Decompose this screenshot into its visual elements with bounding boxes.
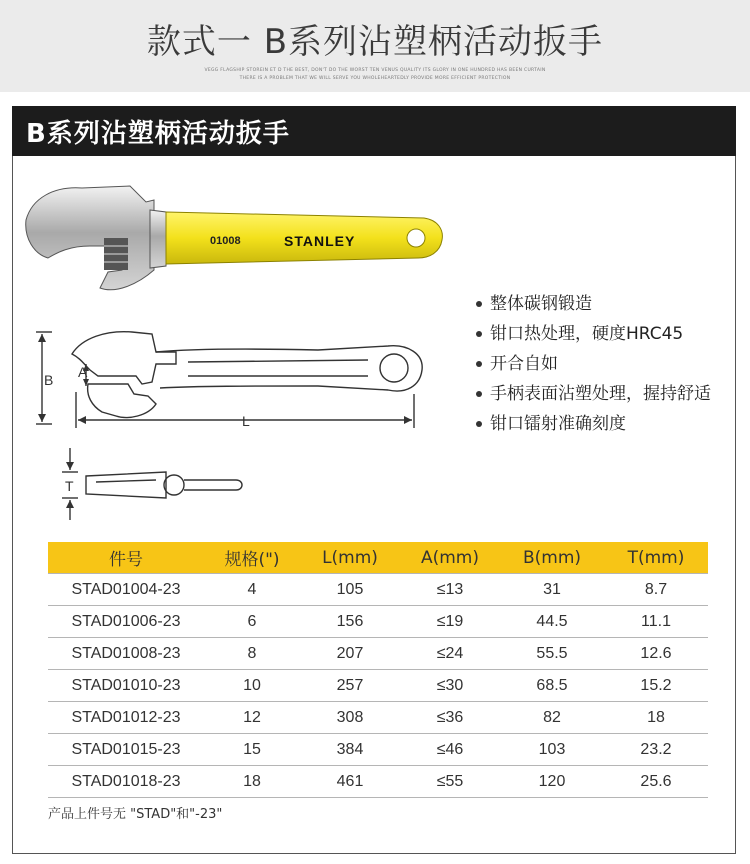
table-cell: 15: [204, 734, 300, 766]
table-cell: STAD01008-23: [48, 638, 204, 670]
feature-list: [476, 289, 711, 439]
bullet-icon: [476, 331, 482, 337]
table-cell: ≤36: [400, 702, 500, 734]
table-cell: 8: [204, 638, 300, 670]
table-row: [48, 574, 708, 606]
table-cell: ≤13: [400, 574, 500, 606]
table-cell: ≤19: [400, 606, 500, 638]
footnote: 产品上件号无 "STAD"和"-23": [48, 807, 223, 822]
section-title: B系列沾塑柄活动扳手: [26, 119, 290, 149]
table-cell: 31: [500, 574, 604, 606]
table-cell: 384: [300, 734, 400, 766]
table-cell: 23.2: [604, 734, 708, 766]
table-cell: 15.2: [604, 670, 708, 702]
table-row: [48, 606, 708, 638]
table-cell: 105: [300, 574, 400, 606]
table-cell: 207: [300, 638, 400, 670]
table-cell: ≤24: [400, 638, 500, 670]
table-cell: 6: [204, 606, 300, 638]
table-cell: ≤30: [400, 670, 500, 702]
table-cell: 12.6: [604, 638, 708, 670]
table-cell: STAD01006-23: [48, 606, 204, 638]
table-cell: 308: [300, 702, 400, 734]
feature-item: 手柄表面沾塑处理，握持舒适: [476, 379, 711, 409]
table-cell: ≤46: [400, 734, 500, 766]
table-row: [48, 670, 708, 702]
table-cell: 8.7: [604, 574, 708, 606]
table-cell: STAD01010-23: [48, 670, 204, 702]
table-cell: 10: [204, 670, 300, 702]
column-header-part-number: 件号: [48, 542, 204, 574]
table-cell: 156: [300, 606, 400, 638]
bullet-icon: [476, 391, 482, 397]
table-header-row: [48, 542, 708, 574]
dimension-label-b: B: [44, 372, 54, 388]
bullet-icon: [476, 421, 482, 427]
table-cell: 18: [204, 766, 300, 798]
table-body: [48, 574, 708, 798]
table-cell: 44.5: [500, 606, 604, 638]
column-header-size: 规格("): [204, 542, 300, 574]
table-cell: 11.1: [604, 606, 708, 638]
table-cell: 257: [300, 670, 400, 702]
dimension-label-a: A: [78, 364, 88, 380]
table-cell: 103: [500, 734, 604, 766]
table-cell: STAD01015-23: [48, 734, 204, 766]
table-cell: 18: [604, 702, 708, 734]
part-number-label: 01008: [210, 235, 241, 247]
banner-title: 款式一 B系列沾塑柄活动扳手: [146, 22, 604, 62]
table-row: [48, 766, 708, 798]
table-cell: 12: [204, 702, 300, 734]
brand-logo: STANLEY: [284, 233, 356, 249]
table-cell: STAD01004-23: [48, 574, 204, 606]
table-cell: 120: [500, 766, 604, 798]
table-cell: 25.6: [604, 766, 708, 798]
column-header-length: L(mm): [300, 542, 400, 574]
table-row: [48, 638, 708, 670]
bullet-icon: [476, 361, 482, 367]
table-cell: 55.5: [500, 638, 604, 670]
table-cell: 82: [500, 702, 604, 734]
table-cell: 461: [300, 766, 400, 798]
table-cell: STAD01012-23: [48, 702, 204, 734]
column-header-jaw-opening: A(mm): [400, 542, 500, 574]
column-header-thickness: T(mm): [604, 542, 708, 574]
column-header-head-width: B(mm): [500, 542, 604, 574]
banner-subtitle-line2: THERE IS A PROBLEM THAT WE WILL SERVE YOU WHOLEHEARTEDLY PROVIDE MORE EFFICIENT PROTECTION: [239, 76, 511, 81]
table-cell: 4: [204, 574, 300, 606]
dimension-label-t: T: [65, 478, 74, 494]
feature-item: 开合自如: [476, 349, 711, 379]
table-row: [48, 734, 708, 766]
feature-item: 钳口镭射准确刻度: [476, 409, 711, 439]
table-cell: STAD01018-23: [48, 766, 204, 798]
table-cell: ≤55: [400, 766, 500, 798]
wrench-product-photo: [20, 176, 450, 302]
table-cell: 68.5: [500, 670, 604, 702]
banner-subtitle-line1: VEGG FLAGSHIP STOREIN ET D THE BEST, DON'T DO THE WORST TEN VENUS QUALITY ITS GLORY IN ONE HUNDRED HAS BEEN CURTAIN: [204, 68, 546, 73]
wrench-dimension-diagram: [28, 324, 438, 434]
bullet-icon: [476, 301, 482, 307]
feature-item: 钳口热处理，硬度HRC45: [476, 319, 711, 349]
table-row: [48, 702, 708, 734]
feature-item: 整体碳钢锻造: [476, 289, 711, 319]
spec-table: [48, 542, 708, 798]
dimension-label-l: L: [242, 413, 250, 429]
wrench-thickness-diagram: [56, 446, 256, 522]
